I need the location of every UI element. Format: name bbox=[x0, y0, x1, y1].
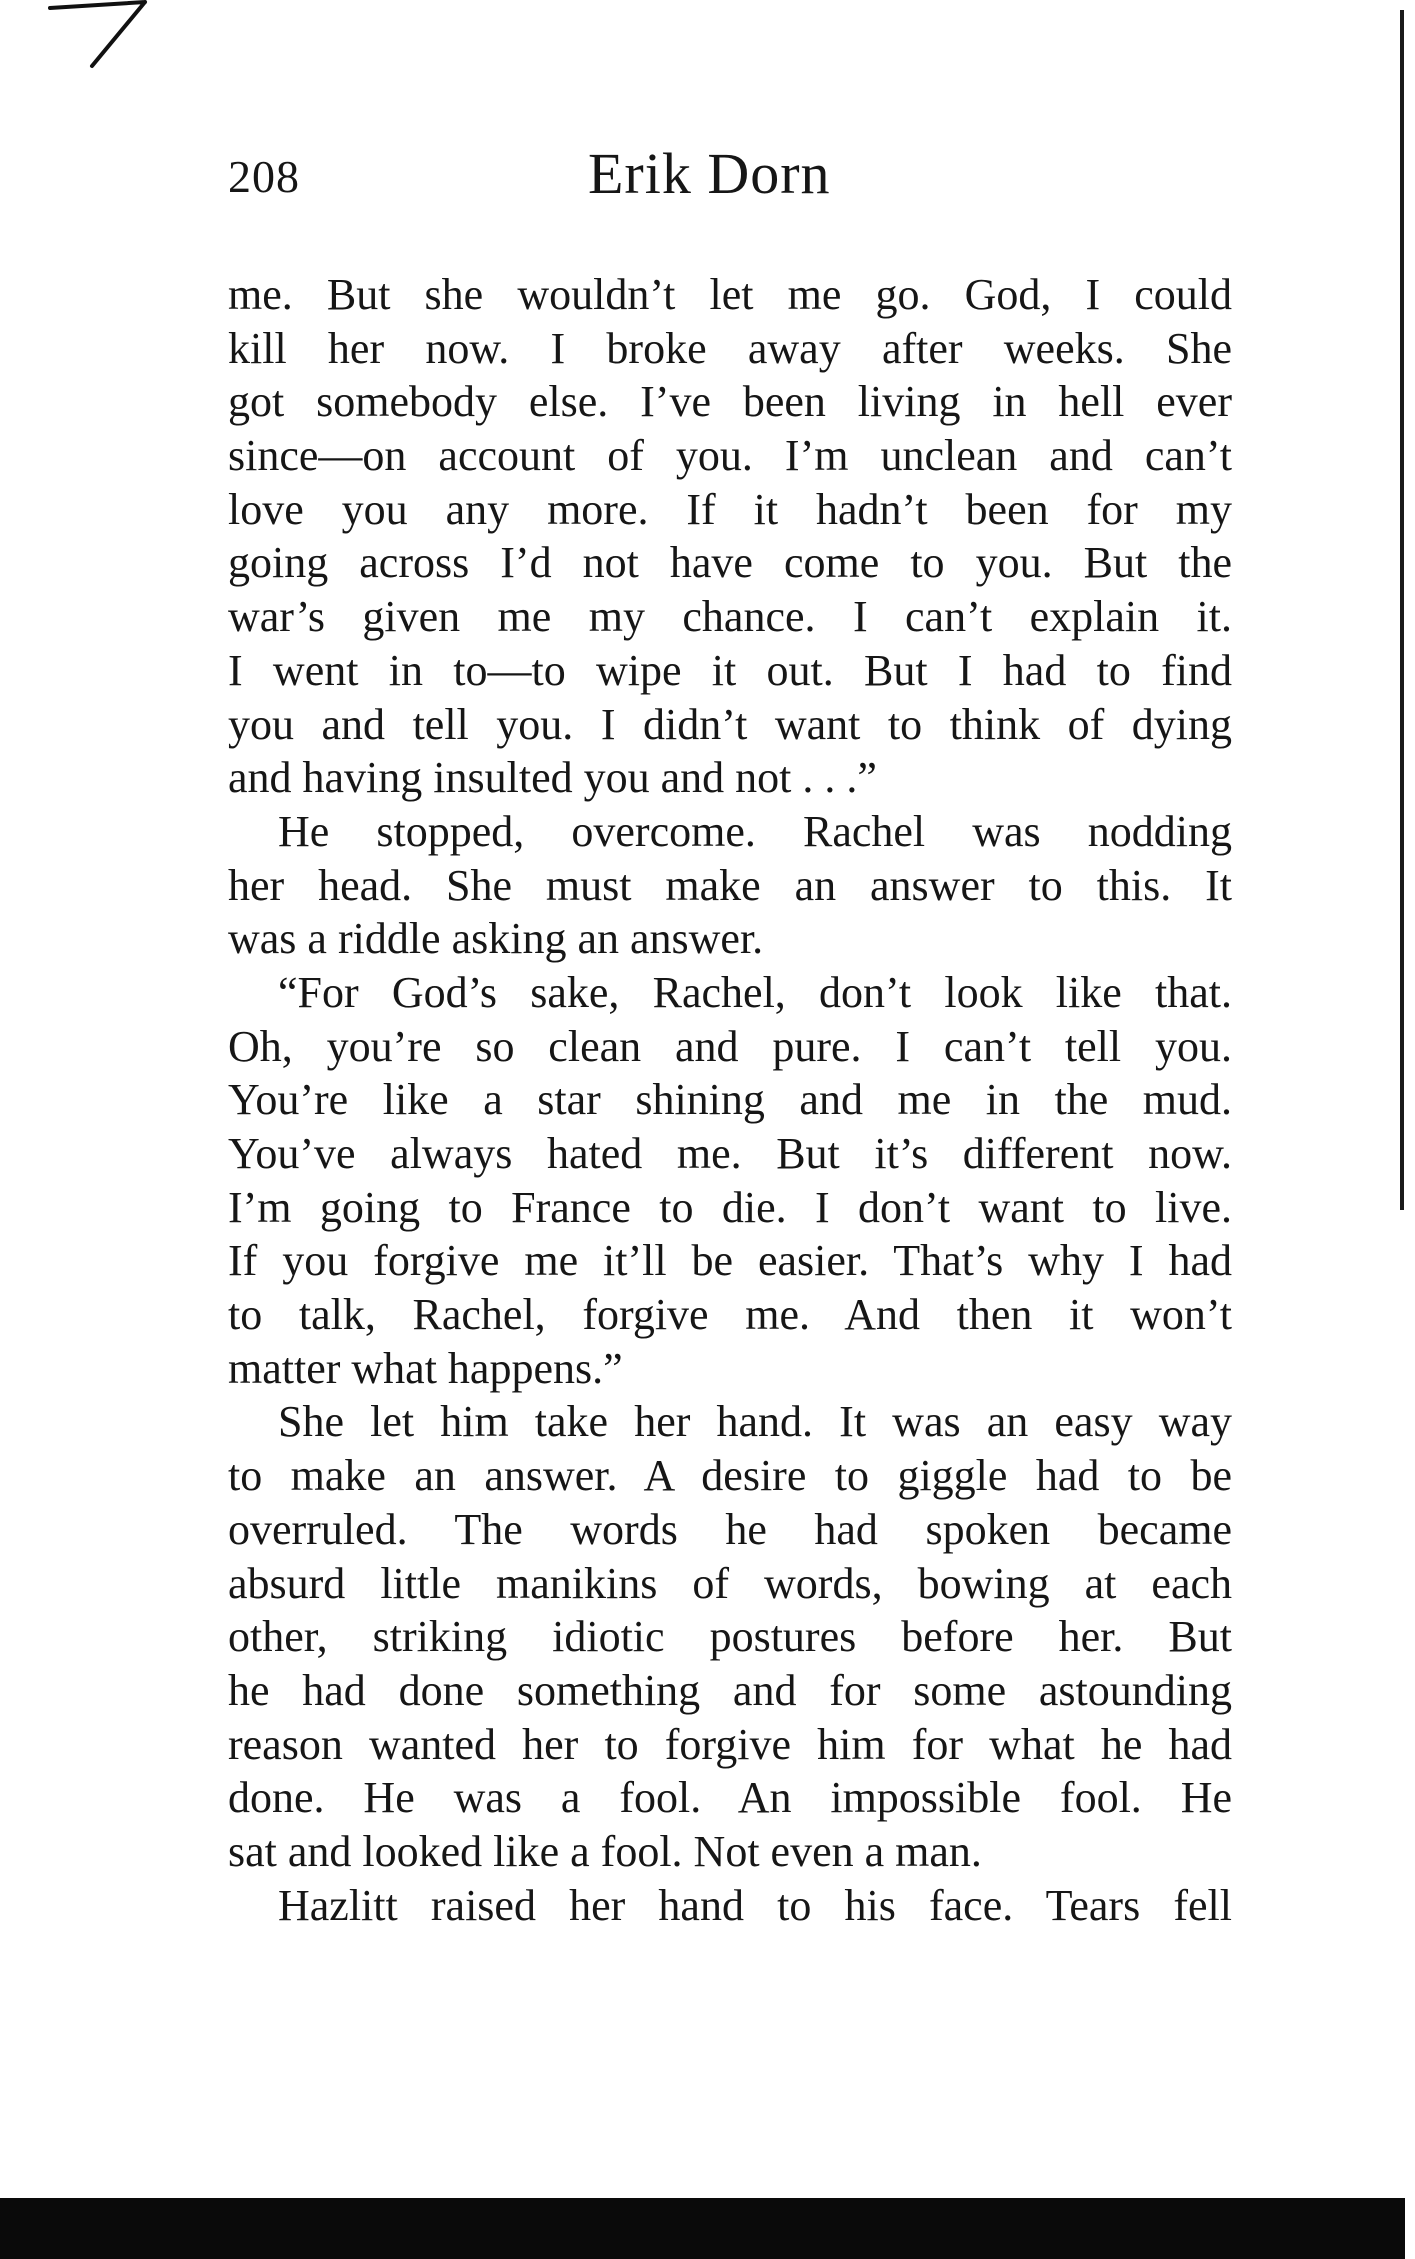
text-line: was a riddle asking an answer. bbox=[228, 914, 764, 964]
text-line: got somebody else. I’ve been living in hell ever bbox=[228, 377, 1232, 427]
text-line: to make an answer. A desire to giggle had to be bbox=[228, 1451, 1232, 1501]
pencil-mark-icon bbox=[40, 0, 160, 70]
text-line: war’s given me my chance. I can’t explain it. bbox=[228, 592, 1232, 642]
text-line: You’re like a star shining and me in the mud. bbox=[228, 1075, 1232, 1125]
text-line: sat and looked like a fool. Not even a man. bbox=[228, 1826, 982, 1876]
text-line: He stopped, overcome. Rachel was nodding bbox=[278, 806, 1232, 856]
text-line: and having insulted you and not . . .” bbox=[228, 753, 877, 803]
text-line: going across I’d not have come to you. But the bbox=[228, 538, 1232, 588]
text-line: to talk, Rachel, forgive me. And then it won’t bbox=[228, 1290, 1232, 1340]
text-line: her head. She must make an answer to this. It bbox=[228, 860, 1232, 910]
text-line: me. But she wouldn’t let me go. God, I could bbox=[228, 270, 1232, 319]
page-number: 208 bbox=[228, 151, 300, 202]
text-line: since—on account of you. I’m unclean and can’t bbox=[228, 431, 1232, 481]
text-line: Oh, you’re so clean and pure. I can’t tell you. bbox=[228, 1021, 1232, 1071]
text-line: Hazlitt raised her hand to his face. Tears fell bbox=[278, 1880, 1232, 1930]
text-line: You’ve always hated me. But it’s different now. bbox=[228, 1129, 1232, 1178]
text-line: matter what happens.” bbox=[228, 1343, 623, 1393]
running-title: Erik Dorn bbox=[588, 141, 831, 206]
text-line: you and tell you. I didn’t want to think of dying bbox=[228, 699, 1232, 749]
text-line: he had done something and for some astounding bbox=[228, 1665, 1232, 1715]
text-line: absurd little manikins of words, bowing at each bbox=[228, 1558, 1232, 1608]
text-line: reason wanted her to forgive him for what he had bbox=[228, 1719, 1232, 1769]
text-line: “For God’s sake, Rachel, don’t look like that. bbox=[278, 967, 1232, 1017]
text-line: overruled. The words he had spoken became bbox=[228, 1504, 1232, 1554]
text-line: I’m going to France to die. I don’t want to live. bbox=[228, 1182, 1232, 1232]
page-edge-line bbox=[1400, 10, 1404, 1210]
body-text bbox=[228, 268, 1232, 1932]
text-line: done. He was a fool. An impossible fool. He bbox=[228, 1773, 1232, 1823]
scan-bottom-bar bbox=[0, 2198, 1405, 2259]
page-header bbox=[228, 140, 1228, 220]
text-line: love you any more. If it hadn’t been for my bbox=[228, 484, 1232, 534]
text-line: other, striking idiotic postures before her. But bbox=[228, 1612, 1232, 1662]
text-line: She let him take her hand. It was an easy way bbox=[278, 1397, 1232, 1447]
text-line: If you forgive me it’ll be easier. That’s why I had bbox=[228, 1236, 1232, 1286]
text-line: I went in to—to wipe it out. But I had to find bbox=[228, 645, 1232, 695]
text-line: kill her now. I broke away after weeks. She bbox=[228, 323, 1232, 373]
